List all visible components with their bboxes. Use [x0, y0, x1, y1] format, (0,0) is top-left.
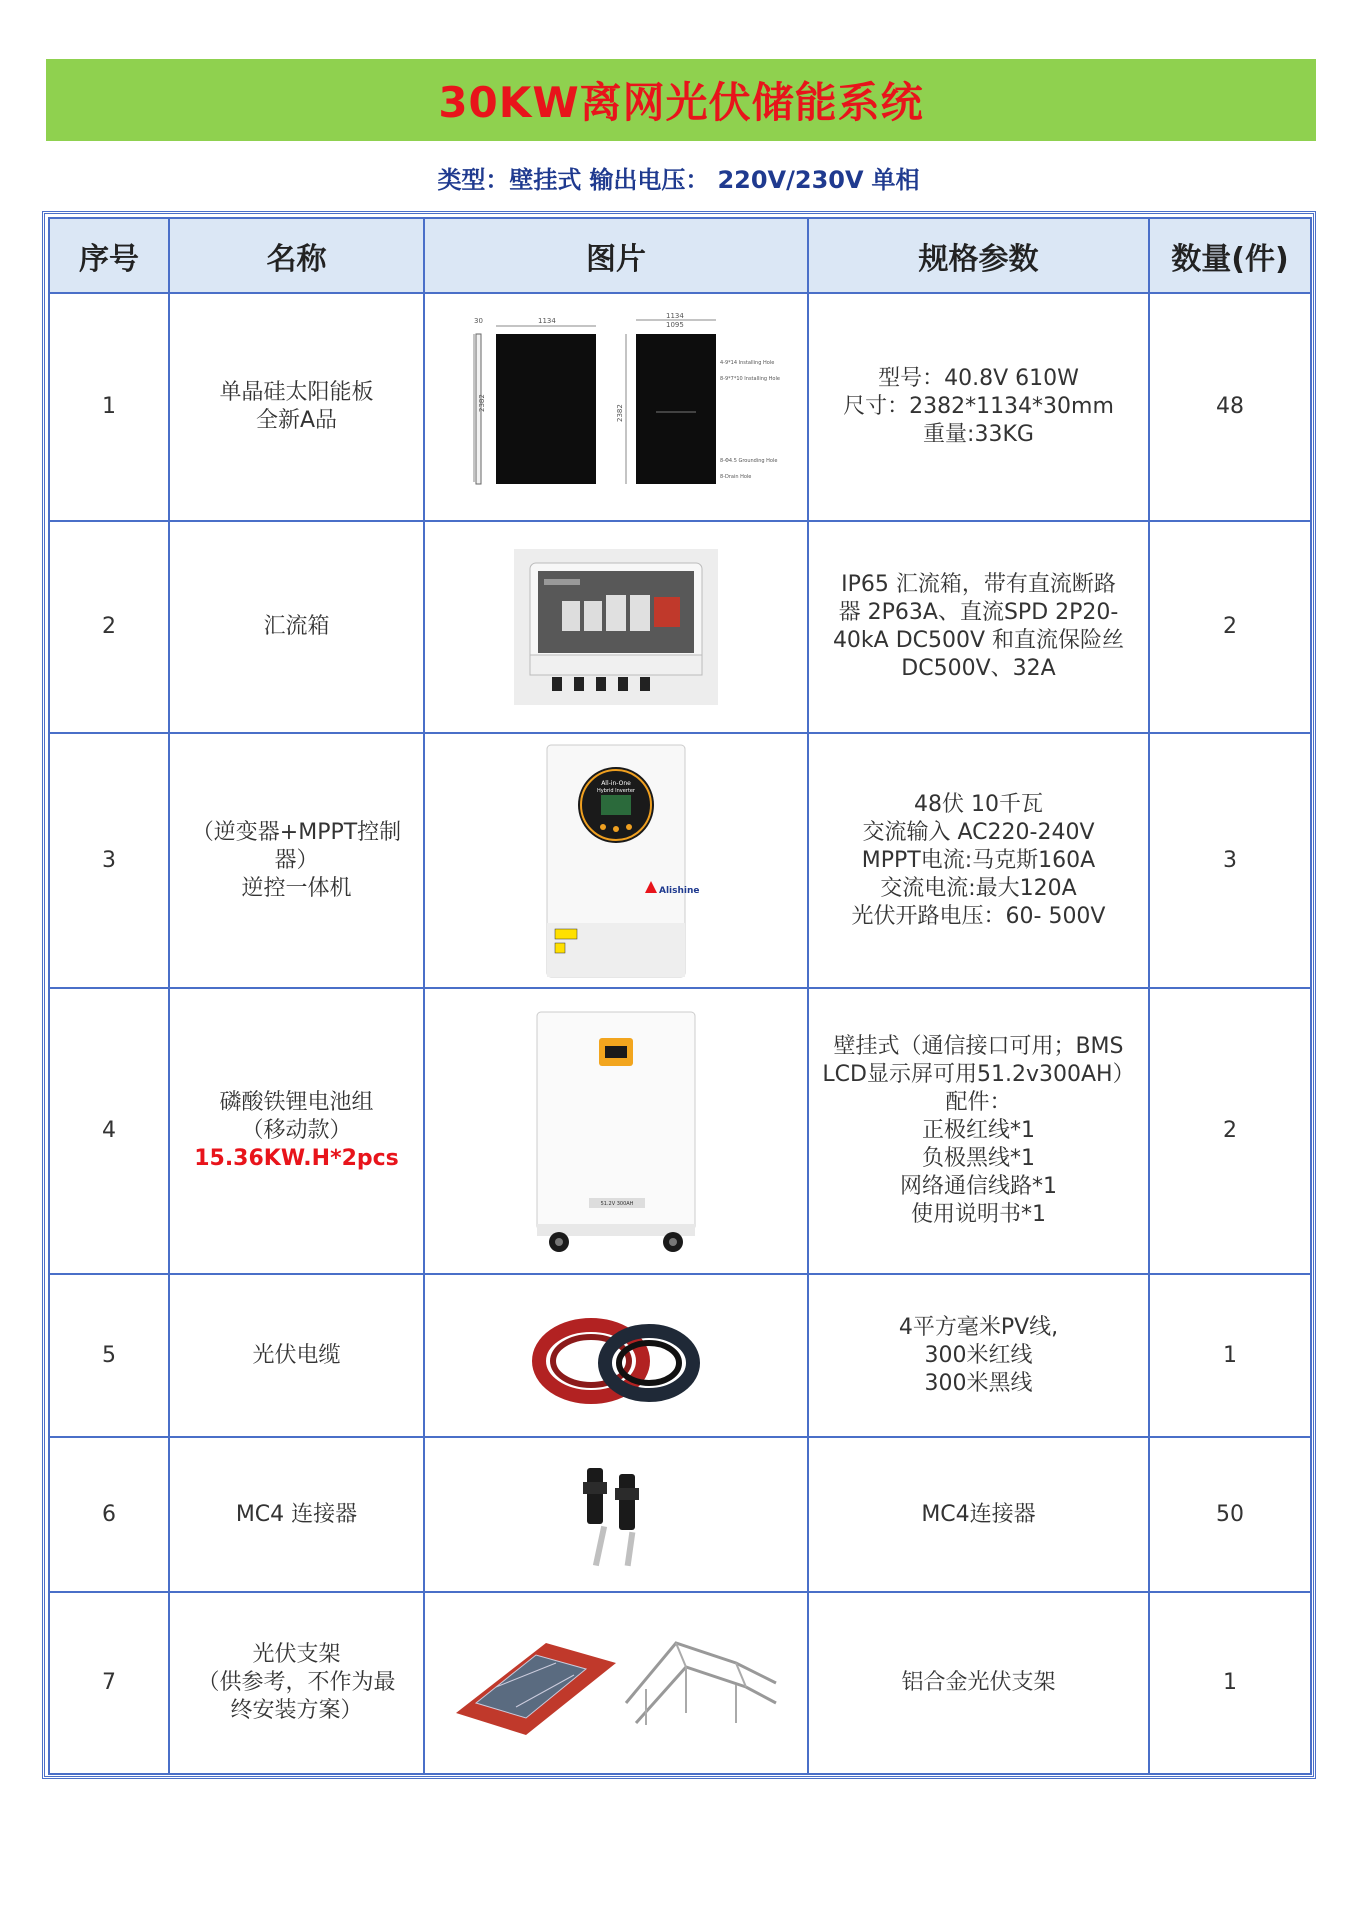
- row-spec: 壁挂式（通信接口可用；BMS LCD显示屏可用51.2v300AH） 配件： 正极红线*1 负极黑线*1 网络通信线路*1 使用说明书*1: [808, 988, 1149, 1274]
- row-name: 磷酸铁锂电池组 （移动款） 15.36KW.H*2pcs: [169, 988, 424, 1274]
- row-spec: IP65 汇流箱，带有直流断路 器 2P63A、直流SPD 2P20- 40kA DC500V 和直流保险丝 DC500V、32A: [808, 521, 1149, 733]
- row-spec: 型号：40.8V 610W 尺寸：2382*1134*30mm 重量:33KG: [808, 293, 1149, 521]
- row-name: 光伏支架 （供参考，不作为最 终安装方案）: [169, 1592, 424, 1774]
- battery-icon: [533, 1008, 699, 1254]
- table-row: [49, 293, 1311, 521]
- col-header-spec: 规格参数: [808, 218, 1149, 293]
- product-table: [48, 217, 1312, 1775]
- row-name: （逆变器+MPPT控制 器） 逆控一体机: [169, 733, 424, 988]
- row-spec: MC4连接器: [808, 1437, 1149, 1592]
- row-number: 5: [49, 1274, 169, 1437]
- svg-text:8-9*7*10 Installing Hole: 8-9*7*10 Installing Hole: [720, 376, 780, 382]
- inverter-icon: [545, 743, 700, 979]
- row-image: [424, 988, 808, 1274]
- row-number: 2: [49, 521, 169, 733]
- row-qty: 50: [1149, 1437, 1311, 1592]
- product-table-frame: [42, 211, 1316, 1779]
- row-number: 1: [49, 293, 169, 521]
- row-number: 6: [49, 1437, 169, 1592]
- row-image: [424, 1274, 808, 1437]
- col-header-name: 名称: [169, 218, 424, 293]
- table-row: [49, 1592, 1311, 1774]
- solar-panel-drawing-icon: [466, 312, 780, 502]
- row-image: [424, 521, 808, 733]
- subtitle: [0, 160, 1357, 195]
- row-name: MC4 连接器: [169, 1437, 424, 1592]
- row-qty: 2: [1149, 988, 1311, 1274]
- row-qty: 48: [1149, 293, 1311, 521]
- svg-text:1095: 1095: [666, 321, 684, 329]
- combiner-box-icon: [514, 549, 718, 705]
- col-header-image: 图片: [424, 218, 808, 293]
- svg-text:2382: 2382: [478, 394, 486, 412]
- row-name: 光伏电缆: [169, 1274, 424, 1437]
- svg-text:51.2V 300AH: 51.2V 300AH: [600, 1201, 634, 1207]
- table-row: [49, 1274, 1311, 1437]
- row-spec: 4平方毫米PV线, 300米红线 300米黑线: [808, 1274, 1149, 1437]
- col-header-no: 序号: [49, 218, 169, 293]
- svg-text:30: 30: [474, 317, 483, 325]
- row-spec: 铝合金光伏支架: [808, 1592, 1149, 1774]
- svg-text:Alishine: Alishine: [659, 885, 700, 896]
- svg-text:Hybrid Inverter: Hybrid Inverter: [597, 787, 635, 794]
- row-name: 单晶硅太阳能板 全新A品: [169, 293, 424, 521]
- svg-text:8-Φ4.5 Grounding Hole: 8-Φ4.5 Grounding Hole: [720, 458, 778, 464]
- svg-text:2382: 2382: [616, 404, 624, 422]
- row-qty: 1: [1149, 1274, 1311, 1437]
- row-spec: 48伏 10千瓦 交流输入 AC220-240V MPPT电流:马克斯160A 交流电流:最大120A 光伏开路电压：60- 500V: [808, 733, 1149, 988]
- table-row: [49, 521, 1311, 733]
- mc4-connector-icon: [561, 1460, 671, 1570]
- svg-text:All-in-One: All-in-One: [601, 779, 631, 787]
- svg-text:1134: 1134: [666, 312, 684, 320]
- mounting-bracket-icon: [446, 1623, 786, 1743]
- row-number: 3: [49, 733, 169, 988]
- svg-text:4-9*14 Installing Hole: 4-9*14 Installing Hole: [720, 360, 775, 366]
- row-image: [424, 293, 808, 521]
- capacity-highlight: 15.36KW.H*2pcs: [194, 1146, 399, 1171]
- svg-text:1134: 1134: [538, 317, 556, 325]
- subtitle-voltage-label: 输出电压：: [589, 166, 710, 194]
- pv-cable-icon: [531, 1301, 701, 1411]
- row-name: 汇流箱: [169, 521, 424, 733]
- row-qty: 2: [1149, 521, 1311, 733]
- row-image: [424, 1437, 808, 1592]
- subtitle-voltage-value: 220V/230V: [717, 166, 864, 194]
- row-number: 4: [49, 988, 169, 1274]
- table-row: [49, 988, 1311, 1274]
- row-number: 7: [49, 1592, 169, 1774]
- table-row: [49, 1437, 1311, 1592]
- page-title: 30KW离网光伏储能系统: [438, 78, 924, 127]
- table-row: [49, 733, 1311, 988]
- row-image: [424, 1592, 808, 1774]
- row-image: [424, 733, 808, 988]
- row-qty: 1: [1149, 1592, 1311, 1774]
- table-header-row: [49, 218, 1311, 293]
- col-header-qty: 数量(件): [1149, 218, 1311, 293]
- subtitle-phase: 单相: [871, 166, 920, 194]
- row-qty: 3: [1149, 733, 1311, 988]
- svg-text:8-Drain Hole: 8-Drain Hole: [720, 474, 752, 480]
- title-banner: [46, 59, 1316, 141]
- subtitle-type: 类型：壁挂式: [437, 166, 582, 194]
